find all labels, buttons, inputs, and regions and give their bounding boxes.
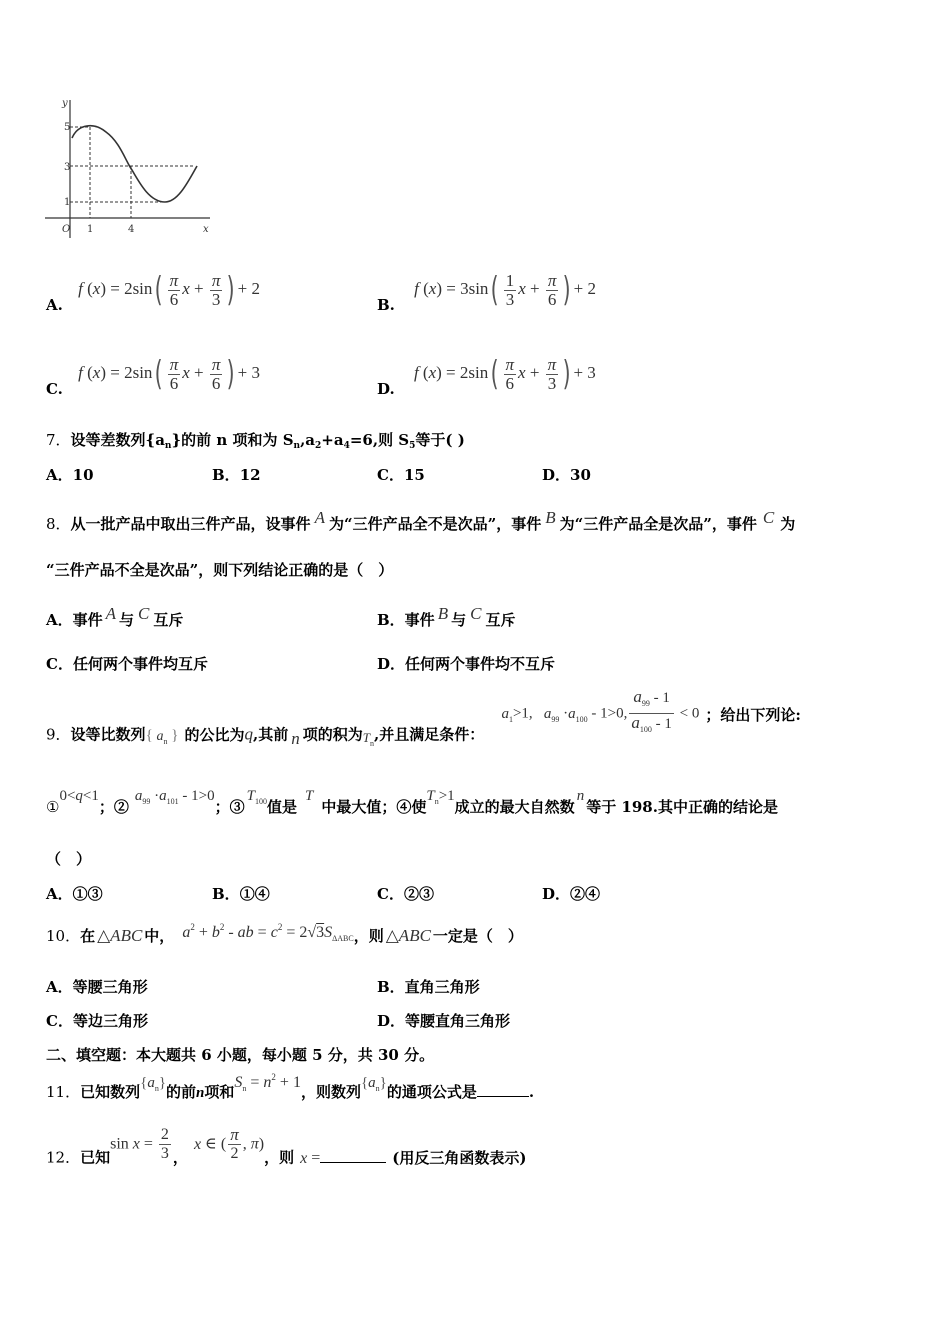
q6-b-amp: 3 (460, 279, 469, 298)
q8-stem-line2: “三件产品不全是次品”，则下列结论正确的是（ ） (46, 561, 394, 579)
q6-d-shift: + 3 (573, 363, 596, 382)
q9-option-b[interactable]: B．①④ (212, 885, 270, 903)
q6-b-phase-num: π (547, 270, 557, 290)
q8-option-a[interactable]: A．事件 A 与 C 互斥 (46, 604, 184, 629)
q9-stem-line2: ①0<q<1；$②a_{99} \cdot a_{101} - 1>0$；$③T_{100}$值是T中最大值；④使$T_n>1$成立的最大自然数n等于 198.其中正确的结论是 (46, 788, 778, 816)
q6-c-coef-den: 6 (169, 373, 179, 393)
q6-a-coef-num: π (169, 270, 179, 290)
y-tick-3: 3 (64, 162, 71, 173)
q6-option-a[interactable]: A. f (x) = 2sin( $\frac{\pi}{6}$ x + $\frac{\pi}{3}$ ) + 2 (46, 270, 260, 314)
q9-stem-line1: 9．设等比数列{ $a_n$ } 的公比为q,其前 n 项的积为$T_n$,并且满足条件： $a_1>1$, $a_{99} \cdot a_{100} - 1>0$, $\frac{a_{99} - 1}{a_{100} - 1}$ < 0 ；给出下列论: (46, 687, 801, 748)
q10-option-a[interactable]: A．等腰三角形 (46, 978, 148, 996)
q7-option-d[interactable]: D．30 (542, 466, 591, 484)
q7-option-b[interactable]: B．12 (212, 466, 261, 484)
q6-b-coef-den: 3 (505, 289, 515, 309)
q6-d-phase-num: π (547, 354, 557, 374)
q7-option-c[interactable]: C．15 (377, 466, 425, 484)
q8-stem-line1: 8．从一批产品中取出三件产品，设事件 A 为“三件产品全不是次品”，事件 B 为“三件产品全是次品”，事件 C 为 (46, 508, 796, 533)
q6-option-c[interactable]: C. f (x) = 2sin( $\frac{\pi}{6}$ x + $\frac{\pi}{6}$ ) + 3 (46, 354, 261, 398)
q6-a-shift: + 2 (237, 279, 260, 298)
q9-answer-paren: （ ） (46, 850, 92, 868)
q11-stem: 11．已知数列$\{a_n\}$的前n项和$S_n = n^2 + 1$，则数列$\{a_n\}$的通项公式是 . (46, 1072, 535, 1101)
q6-b-phase-den: 6 (547, 289, 557, 309)
q8-option-d[interactable]: D．任何两个事件均不互斥 (377, 655, 556, 673)
y-axis-label: y (62, 98, 68, 109)
x-axis-label: x (203, 224, 209, 235)
q6-option-a-label: A. (46, 296, 63, 314)
q6-c-phase-num: π (211, 354, 221, 374)
sine-curve (72, 126, 197, 202)
q6-option-c-label: C. (46, 380, 63, 398)
q6-option-d-label: D. (377, 380, 395, 398)
q6-a-phase-num: π (211, 270, 221, 290)
q7-option-a[interactable]: A．10 (46, 466, 94, 484)
q12-answer-blank[interactable] (320, 1162, 386, 1163)
q9-option-c[interactable]: C．②③ (377, 885, 434, 903)
q6-c-shift: + 3 (237, 363, 261, 382)
x-tick-1: 1 (87, 224, 94, 235)
q6-d-amp: 2 (459, 363, 469, 382)
q6-a-phase-den: 3 (211, 289, 221, 309)
q6-c-amp: 2 (124, 363, 133, 382)
q10-option-b[interactable]: B．直角三角形 (377, 978, 480, 996)
q9-option-a[interactable]: A．①③ (46, 885, 103, 903)
q6-b-shift: + 2 (573, 279, 596, 298)
q8-option-b[interactable]: B．事件 B 与 C 互斥 (377, 604, 516, 629)
section-fill-in-header: 二、填空题：本大题共 6 小题，每小题 5 分，共 30 分。 (46, 1046, 435, 1064)
q10-option-d[interactable]: D．等腰直角三角形 (377, 1012, 511, 1030)
q6-b-coef-num: 1 (505, 270, 515, 290)
q6-a-amp: 2 (124, 279, 133, 298)
q8-option-c[interactable]: C．任何两个事件均互斥 (46, 655, 208, 673)
sine-graph (40, 92, 220, 242)
q6-d-coef-num: π (505, 354, 515, 374)
q6-c-phase-den: 6 (211, 373, 221, 393)
q10-stem: 10．在 △ABC 中， $a^2 + b^2$ - ab = $c^2 = 2√3S_{\Delta ABC}$，则 △ABC 一定是（ ） (46, 922, 523, 945)
q9-option-d[interactable]: D．②④ (542, 885, 601, 903)
q6-c-coef-num: π (169, 354, 179, 374)
q11-answer-blank[interactable] (477, 1096, 529, 1097)
q6-option-b[interactable]: B. f (x) = 3sin( $\frac{1}{3}$ x + $\frac{\pi}{6}$ ) + 2 (377, 270, 596, 314)
q6-d-coef-den: 6 (505, 373, 515, 393)
q6-a-coef-den: 6 (169, 289, 179, 309)
q10-option-c[interactable]: C．等边三角形 (46, 1012, 148, 1030)
origin-label: O (62, 224, 71, 235)
q6-option-d[interactable]: D. f (x) = 2sin( $\frac{\pi}{6}$ x + $\frac{\pi}{3}$ ) + 3 (377, 354, 596, 398)
q6-d-phase-den: 3 (547, 373, 557, 393)
q6-option-b-label: B. (377, 296, 395, 314)
x-tick-4: 4 (128, 224, 135, 235)
y-tick-1: 1 (64, 197, 71, 208)
q7-stem: 7．设等差数列$\{a_n\}$的前 n 项和为 $S_n,a_2+a_4=6$,则 $S_5$等于( ) (46, 431, 465, 451)
q12-stem: 12．已知sin x = $\frac{2}{3}$ ，x ∈ ( $\frac{\pi}{2}$ , π)，则 x = (用反三角函数表示) (46, 1125, 527, 1167)
y-tick-5: 5 (64, 122, 71, 133)
